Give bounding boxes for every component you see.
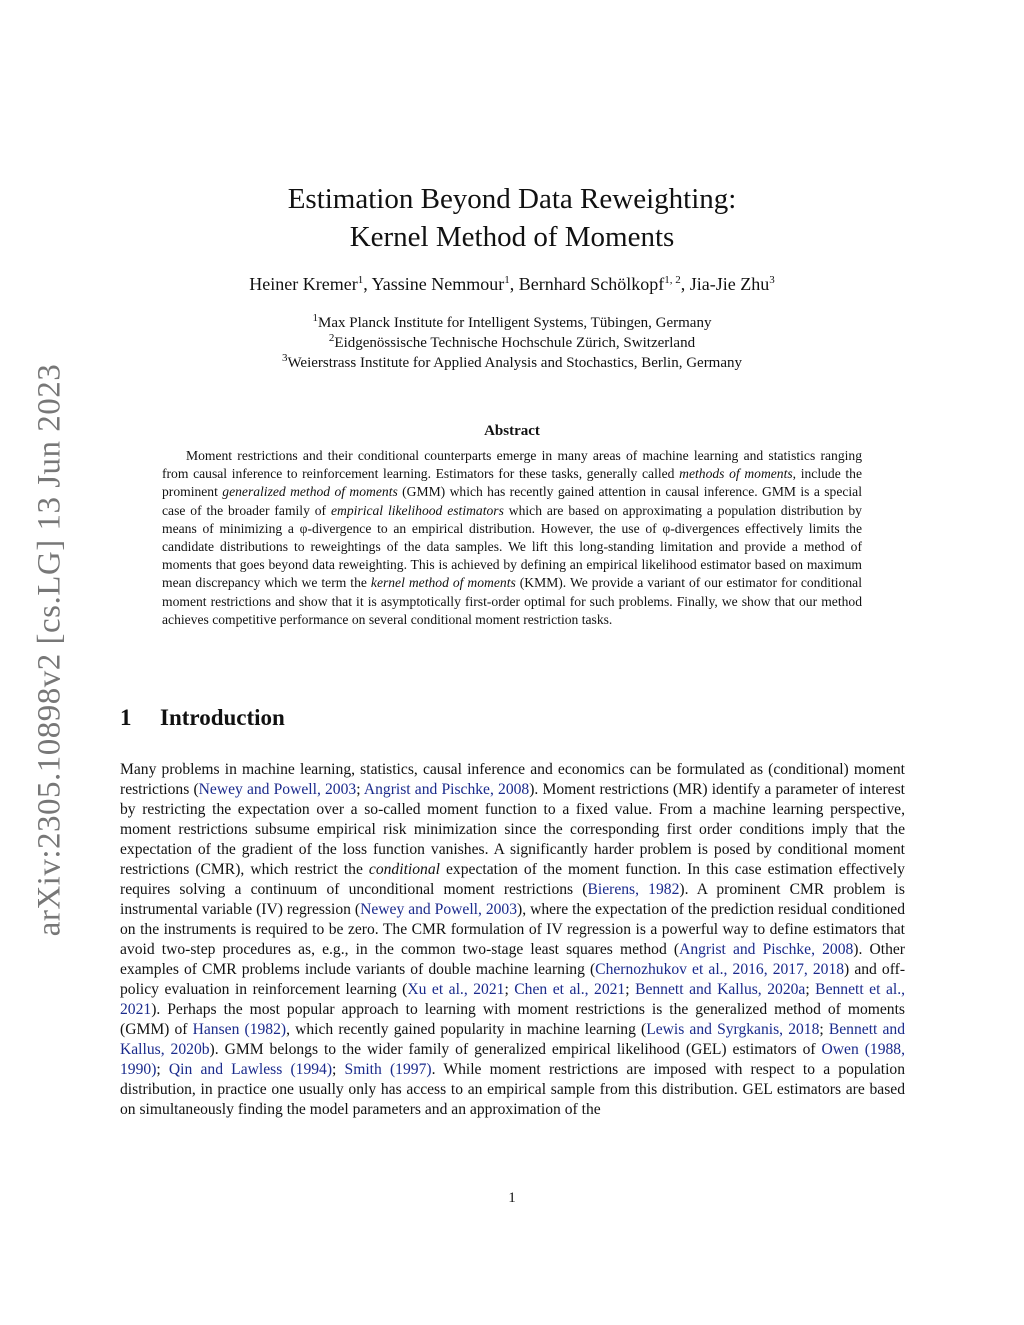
- citation-link[interactable]: Lewis and Syrgkanis, 2018: [646, 1021, 820, 1038]
- citation-link[interactable]: Smith (1997): [344, 1061, 432, 1078]
- author-name: Jia-Jie Zhu: [689, 274, 770, 294]
- affiliation-item: $^2$Eidgenössische Technische Hochschule Zürich, Switzerland: [328, 332, 696, 351]
- citation-link[interactable]: Bennett and Kallus, 2020a: [635, 981, 806, 998]
- citation-link[interactable]: Bierens, 1982: [587, 881, 680, 898]
- author-affiliation-mark: 3: [769, 274, 775, 286]
- citation-link[interactable]: Newey and Powell, 2003: [198, 781, 357, 798]
- citation-link[interactable]: Chernozhukov et al., 2016, 2017, 2018: [595, 961, 845, 978]
- author-list: Heiner Kremer$^1$, Yassine Nemmour$^1$, Bernhard Schölkopf$^{1, 2}$, Jia-Jie Zhu$^3$: [249, 274, 775, 294]
- section-title: Introduction: [160, 705, 285, 730]
- citation-link[interactable]: Newey and Powell, 2003: [360, 901, 518, 918]
- title-line-1: Estimation Beyond Data Reweighting:: [287, 183, 737, 215]
- author-affiliation-mark: 1: [504, 274, 510, 286]
- citation-link[interactable]: Bennett and Kallus, 2020b: [120, 1021, 906, 1058]
- author-name: Yassine Nemmour: [371, 274, 505, 294]
- abstract-body: Moment restrictions and their conditional counterparts emerge in many areas of machine learning and statistics ranging from causal inference to reinforcement learning. Estimators for these tasks, generally called methods of moments, include the prominent generalized method of moments (GMM) which has recently gained attention in causal inference. GMM is a special case of the broader family of empirical likelihood estimators which are based on approximating a population distribution by means of minimizing a φ-divergence to an empirical distribution. However, the use of φ-divergences effectively limits the candidate distributions to reweightings of the data samples. We lift this long-standing limitation and provide a method of moments that goes beyond data reweighting. This is achieved by defining an empirical likelihood estimator based on maximum mean discrepancy which we term the kernel method of moments (KMM). We provide a variant of our estimator for conditional moment restrictions and show that it is asymptotically first-order optimal for such problems. Finally, we show that our method achieves competitive performance on several conditional moment restriction tasks.: [162, 448, 863, 627]
- citation-link[interactable]: Angrist and Pischke, 2008: [363, 781, 530, 798]
- paper-title: [0, 180, 1024, 256]
- introduction-paragraph: Many problems in machine learning, statistics, causal inference and economics can be formulated as (conditional) moment restrictions (Newey and Powell, 2003; Angrist and Pischke, 2008). Moment restrictions (MR) identify a parameter of interest by restricting the expectation over a so-called moment function to a fixed value. From a machine learning perspective, moment restrictions subsume empirical risk minimization since the corresponding first order conditions imply that the expectation of the gradient of the loss function vanishes. A significantly harder problem is posed by conditional moment restrictions (CMR), which restrict the conditional expectation of the moment function. In this case estimation effectively requires solving a continuum of unconditional moment restrictions (Bierens, 1982). A prominent CMR problem is instrumental variable (IV) regression (Newey and Powell, 2003), where the expectation of the prediction residual conditioned on the instruments is required to be zero. The CMR formulation of IV regression is a powerful way to define estimators that avoid two-step procedures as, e.g., in the common two-stage least squares method (Angrist and Pischke, 2008). Other examples of CMR problems include variants of double machine learning (Chernozhukov et al., 2016, 2017, 2018) and off-policy evaluation in reinforcement learning (Xu et al., 2021; Chen et al., 2021; Bennett and Kallus, 2020a; Bennett et al., 2021). Perhaps the most popular approach to learning with moment restrictions is the generalized method of moments (GMM) of Hansen (1982), which recently gained popularity in machine learning (Lewis and Syrgkanis, 2018; Bennett and Kallus, 2020b). GMM belongs to the wider family of generalized empirical likelihood (GEL) estimators of Owen (1988, 1990); Qin and Lawless (1994); Smith (1997). While moment restrictions are imposed with respect to a population distribution, in practice one usually only has access to an empirical sample from this distribution. GEL estimators are based on simultaneously finding the model parameters and an approximation of the: [120, 761, 906, 1118]
- affiliation-item: $^1$Max Planck Institute for Intelligent Systems, Tübingen, Germany: [312, 312, 712, 331]
- author-affiliation-mark: 1, 2: [664, 274, 681, 286]
- section-number: 1: [120, 705, 132, 730]
- citation-link[interactable]: Angrist and Pischke, 2008: [679, 941, 854, 958]
- section-heading: [120, 705, 285, 731]
- page-number: 1: [508, 1190, 516, 1206]
- citation-link[interactable]: Xu et al., 2021: [407, 981, 505, 998]
- citation-link[interactable]: Hansen (1982): [192, 1021, 287, 1038]
- title-line-2: Kernel Method of Moments: [349, 221, 675, 253]
- citation-link[interactable]: Bennett et al., 2021: [120, 981, 905, 1018]
- affiliation-list: [0, 313, 1024, 373]
- citation-link[interactable]: Chen et al., 2021: [514, 981, 626, 998]
- author-name: Heiner Kremer: [249, 274, 358, 294]
- arxiv-identifier-stamp: arXiv:2305.10898v2 [cs.LG] 13 Jun 2023: [31, 363, 68, 937]
- citation-link[interactable]: Owen (1988, 1990): [120, 1041, 905, 1078]
- abstract-heading: Abstract: [484, 423, 540, 439]
- author-name: Bernhard Schölkopf: [518, 274, 665, 294]
- affiliation-item: $^3$Weierstrass Institute for Applied Analysis and Stochastics, Berlin, Germany: [281, 352, 743, 371]
- citation-link[interactable]: Qin and Lawless (1994): [168, 1061, 333, 1078]
- author-affiliation-mark: 1: [357, 274, 364, 286]
